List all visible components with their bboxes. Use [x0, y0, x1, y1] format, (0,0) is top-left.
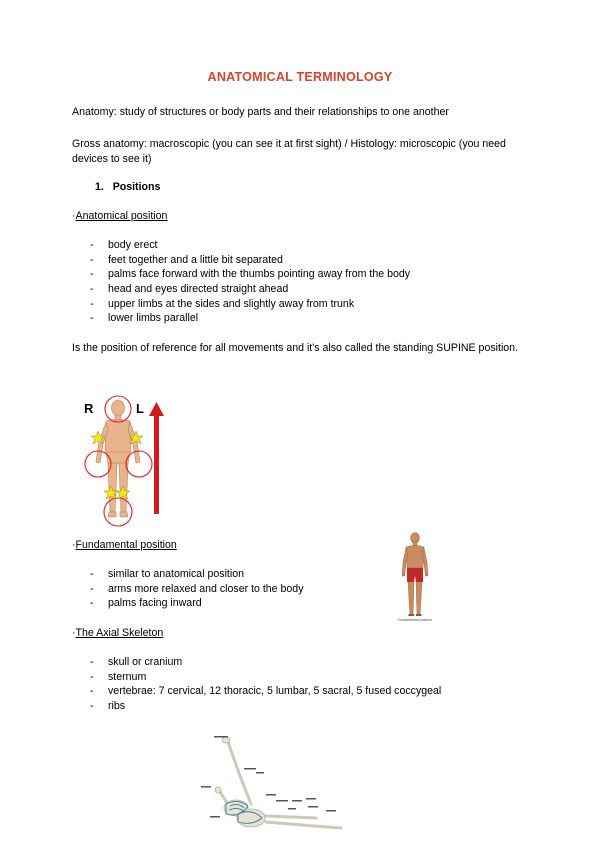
- list-item: - ribs: [90, 699, 441, 714]
- list-item: - similar to anatomical position: [90, 567, 304, 582]
- shorts-shape: [407, 568, 423, 582]
- anatomical-position-list: [90, 238, 410, 326]
- section-label: Positions: [112, 181, 161, 193]
- axial-skeleton-illustration: [196, 728, 358, 833]
- fundamental-position-title: Fundamental position: [75, 539, 177, 551]
- axial-skeleton-heading: ·The Axial Skeleton: [72, 627, 164, 639]
- section-number: 1.: [95, 181, 104, 193]
- list-item: - feet together and a little bit separated: [90, 253, 410, 268]
- anatomical-position-note: Is the position of reference for all movements and it's also called the standing SUPINE position.: [72, 342, 519, 354]
- anatomical-position-title: Anatomical position: [75, 210, 168, 222]
- axial-skeleton-list: [90, 655, 441, 714]
- list-item: - lower limbs parallel: [90, 311, 410, 326]
- anatomical-position-heading: ·Anatomical position: [72, 210, 168, 222]
- list-item: - skull or cranium: [90, 655, 441, 670]
- image-caption: Fundamental position: [398, 618, 432, 622]
- list-item: - head and eyes directed straight ahead: [90, 282, 410, 297]
- list-item: - palms face forward with the thumbs pointing away from the body: [90, 267, 410, 282]
- human-body-illustration: [96, 400, 140, 517]
- list-item: - upper limbs at the sides and slightly away from trunk: [90, 297, 410, 312]
- up-arrow-icon: [149, 402, 164, 514]
- right-label: R: [84, 401, 94, 416]
- gross-anatomy-definition: Gross anatomy: macroscopic (you can see it at first sight) / Histology: microscopic (you need devices to see it): [72, 138, 506, 165]
- section-heading-positions: [95, 181, 160, 193]
- anatomy-definition: Anatomy: study of structures or body parts and their relationships to one another: [72, 106, 449, 118]
- list-item: - body erect: [90, 238, 410, 253]
- axial-skeleton-title: The Axial Skeleton: [75, 627, 164, 639]
- label-marks: [201, 736, 336, 818]
- left-label: L: [136, 401, 144, 416]
- list-item: - vertebrae: 7 cervical, 12 thoracic, 5 lumbar, 5 sacral, 5 fused coccygeal: [90, 684, 441, 699]
- fundamental-position-image: [393, 530, 437, 628]
- page-title: ANATOMICAL TERMINOLOGY: [207, 70, 393, 84]
- list-item: - sternum: [90, 670, 441, 685]
- list-item: - palms facing inward: [90, 596, 304, 611]
- fundamental-position-list: [90, 567, 304, 611]
- fundamental-position-heading: ·Fundamental position: [72, 539, 177, 551]
- anatomical-position-figure: [78, 394, 173, 534]
- list-item: - arms more relaxed and closer to the body: [90, 582, 304, 597]
